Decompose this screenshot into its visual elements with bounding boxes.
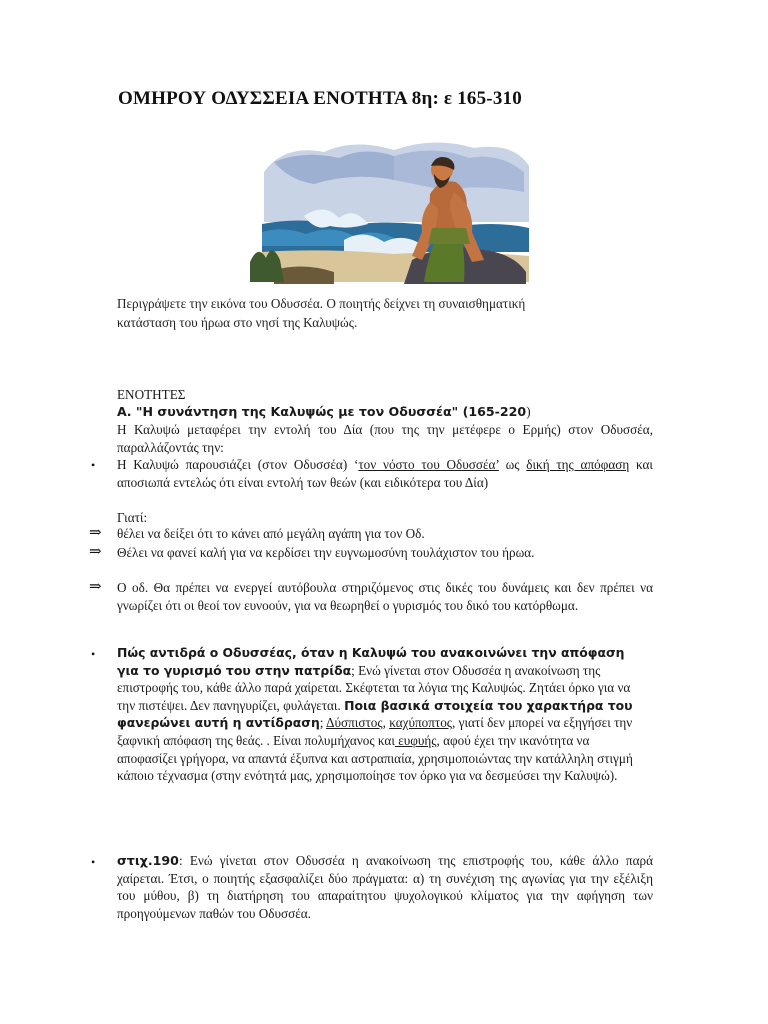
arrow-marker: ⇒ [89, 525, 102, 541]
bullet-marker: • [91, 647, 96, 661]
trait-distrustful: Δύσπιστος [326, 715, 383, 731]
subheading-tail: ) [526, 404, 531, 419]
bullet-2-text [117, 644, 637, 785]
bullet-1-underline-1: τον νόστο του Οδυσσέα’ [358, 457, 499, 472]
odysseus-illustration [244, 132, 540, 292]
bullet-1-part1: Η Καλυψώ παρουσιάζει (στον Οδυσσέα) ‘ [117, 457, 359, 472]
bullet-3-body: : Ενώ γίνεται στον Οδυσσέα η ανακοίνωση της επιστροφής του, κάθε άλλο παρά χαίρεται. Έτσι, ο ποιητής εξασφαλίζει δύο πράγματα: α) τη συνέχιση της αγωνίας για την εξέλιξη του μύθου, β) τη διατήρηση του απαραίτητου ψυχολογικού κλίματος για την αφήγηση των προηγούμενων παθών του Οδυσσέα. [117, 853, 653, 921]
bullet-marker: • [91, 458, 96, 472]
arrow-marker: ⇒ [89, 544, 102, 560]
question-2-end: ; [319, 715, 324, 731]
why-label: Γιατί: [117, 510, 148, 525]
verse-reference: στιχ.190 [117, 853, 179, 868]
image-caption: Περιγράψετε την εικόνα του Οδυσσέα. Ο ποιητής δείχνει τη συναισθηματική κατάσταση του ήρωα στο νησί της Καλυψώς. [117, 296, 526, 330]
answer-1: Ενώ γίνεται στον Οδυσσέα η ανακοίνωση της επιστροφής του, κάθε άλλο παρά χαίρεται. Σκέφτεται τα λόγια της Καλυψώς. Ζητάει όρκο για να την πιστέψει. Δεν πανηγυρίζει, φυλάγεται. [117, 662, 631, 713]
bullet-1-part2: ως [498, 457, 527, 472]
bullet-1-part3: και αποσιωπά εντελώς ότι είναι εντολή των θεών (και ειδικότερα του Δία) [117, 457, 653, 490]
answer-3: , αφού έχει την ικανότητα να αποφασίζει γρήγορα, να απαντά έξυπνα και αστραπιαία, χρησιμοποιώντας την κατάλληλη στιγμή κάποιο τέχνασμα (στην ενότητά μας, χρησιμοποίησε τον όρκο για να δεσμεύσει την Καλυψώ). [117, 732, 633, 784]
section-subheading [117, 403, 653, 421]
section-heading: ΕΝΟΤΗΤΕΣ [117, 387, 186, 402]
subheading-bold: Α. "Η συνάντηση της Καλυψώς με τον Οδυσσέα" (165-220 [117, 404, 527, 419]
question-1-end: ; [351, 662, 355, 678]
document-title: ΟΜΗΡΟΥ ΟΔΥΣΣΕΙΑ ΕΝΟΤΗΤΑ 8η: ε 165-310 [118, 88, 522, 109]
bullet-1-underline-2: δική της απόφαση [526, 457, 630, 472]
bullet-marker: • [91, 855, 96, 869]
arrow-item-3: Ο οδ. Θα πρέπει να ενεργεί αυτόβουλα στηριζόμενος στις δικές του δυνάμεις και δεν πρέπει να γνωρίζει ότι οι θεοί τον ευνοούν, για να θεωρηθεί ο γυρισμός του δικό του κατόρθωμα. [117, 580, 653, 613]
arrow-marker: ⇒ [89, 579, 102, 595]
answer-2: , γιατί δεν μπορεί να εξηγήσει την ξαφνική απόφαση της θεάς. . Είναι πολυμήχανος και [117, 715, 633, 748]
bullet-1-text [117, 456, 653, 491]
trait-clever: ευφυής [394, 732, 437, 748]
arrow-item-2: Θέλει να φανεί καλή για να κερδίσει την ευγνωμοσύνη τουλάχιστον του ήρωα. [117, 545, 535, 560]
section-intro: Η Καλυψώ μεταφέρει την εντολή του Δία (που της την μετέφερε ο Ερμής) στον Οδυσσέα, παραλλάζοντάς την: [117, 422, 653, 455]
bullet-3-text [117, 852, 653, 922]
separator: , [382, 715, 390, 731]
arrow-item-1: θέλει να δείξει ότι το κάνει από μεγάλη αγάπη για τον Οδ. [117, 526, 425, 541]
question-2: Ποια βασικά στοιχεία του χαρακτήρα του φανερώνει αυτή η αντίδραση [117, 697, 633, 731]
trait-suspicious: καχύποπτος [389, 715, 453, 731]
question-1: Πώς αντιδρά ο Οδυσσέας, όταν η Καλυψώ του ανακοινώνει την απόφαση για το γυρισμό του στην πατρίδα [117, 645, 625, 678]
